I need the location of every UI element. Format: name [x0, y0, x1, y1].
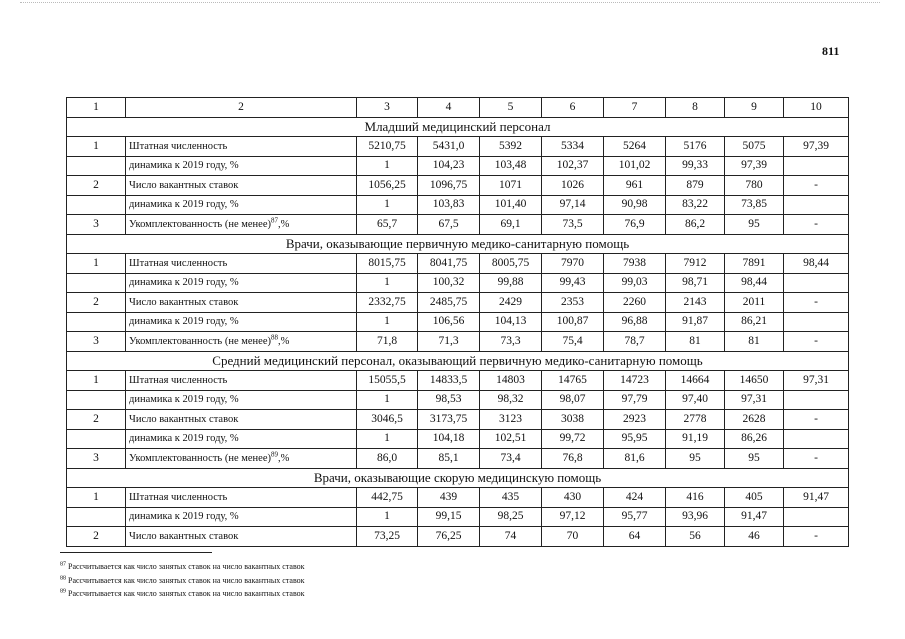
- row-label: Штатная численность: [129, 491, 228, 503]
- value-cell: 73,85: [725, 195, 784, 215]
- value-cell: 98,53: [418, 390, 480, 410]
- table-row: [67, 449, 849, 469]
- row-label-cell: [126, 488, 357, 508]
- value-cell: 86,26: [725, 429, 784, 449]
- row-number-cell: 2: [67, 527, 126, 547]
- row-number-cell: 3: [67, 215, 126, 235]
- value-cell: 70: [542, 527, 604, 547]
- row-number-cell: [67, 429, 126, 449]
- value-cell: 78,7: [604, 332, 666, 352]
- row-label: динамика к 2019 году, %: [129, 199, 239, 211]
- value-cell: 101,02: [604, 156, 666, 176]
- value-cell: 3046,5: [357, 410, 418, 430]
- row-number-cell: [67, 312, 126, 332]
- table-row: [67, 410, 849, 430]
- table-row: [67, 332, 849, 352]
- column-number-cell: 5: [480, 98, 542, 118]
- row-label-cell: [126, 156, 357, 176]
- section-title: Врачи, оказывающие скорую медицинскую помощь: [67, 468, 849, 488]
- row-label-cell: [126, 429, 357, 449]
- table-row: [67, 156, 849, 176]
- value-cell: 1071: [480, 176, 542, 196]
- value-cell: 14723: [604, 371, 666, 391]
- value-cell: 106,56: [418, 312, 480, 332]
- section-title: Врачи, оказывающие первичную медико-санитарную помощь: [67, 234, 849, 254]
- value-cell: 439: [418, 488, 480, 508]
- value-cell: 97,79: [604, 390, 666, 410]
- value-cell: 5334: [542, 137, 604, 157]
- row-label-cell: [126, 176, 357, 196]
- value-cell: 86,2: [666, 215, 725, 235]
- value-cell: 101,40: [480, 195, 542, 215]
- row-label: Штатная численность: [129, 374, 228, 386]
- value-cell: 91,47: [784, 488, 849, 508]
- value-cell: 1: [357, 156, 418, 176]
- table-row: [67, 273, 849, 293]
- value-cell: 99,88: [480, 273, 542, 293]
- value-cell: 98,32: [480, 390, 542, 410]
- row-label-cell: [126, 449, 357, 469]
- value-cell: -: [784, 176, 849, 196]
- value-cell: 90,98: [604, 195, 666, 215]
- value-cell: 97,31: [725, 390, 784, 410]
- row-number-cell: 1: [67, 371, 126, 391]
- section-title: Средний медицинский персонал, оказывающий первичную медико-санитарную помощь: [67, 351, 849, 371]
- value-cell: 103,83: [418, 195, 480, 215]
- value-cell: 97,31: [784, 371, 849, 391]
- table-row: [67, 176, 849, 196]
- footnote: [60, 587, 305, 601]
- value-cell: 3123: [480, 410, 542, 430]
- row-label-cell: [126, 293, 357, 313]
- row-label-cell: [126, 507, 357, 527]
- value-cell: 442,75: [357, 488, 418, 508]
- value-cell: 1026: [542, 176, 604, 196]
- table-row: [67, 488, 849, 508]
- value-cell: 8005,75: [480, 254, 542, 274]
- footnote-mark: 88: [60, 574, 66, 581]
- row-label-cell: [126, 410, 357, 430]
- row-label: Укомплектованность (не менее): [129, 335, 271, 347]
- row-number-cell: [67, 156, 126, 176]
- value-cell: 2628: [725, 410, 784, 430]
- section-title: Младший медицинский персонал: [67, 117, 849, 137]
- row-label: Укомплектованность (не менее): [129, 452, 271, 464]
- value-cell: 104,18: [418, 429, 480, 449]
- value-cell: 67,5: [418, 215, 480, 235]
- value-cell: 2923: [604, 410, 666, 430]
- section-row: [67, 117, 849, 137]
- value-cell: 1: [357, 390, 418, 410]
- row-number-cell: 3: [67, 332, 126, 352]
- footnote-text: Рассчитывается как число занятых ставок на число вакантных ставок: [68, 575, 305, 585]
- row-number-cell: 1: [67, 254, 126, 274]
- row-label: Штатная численность: [129, 257, 228, 269]
- value-cell: 76,9: [604, 215, 666, 235]
- row-label: Число вакантных ставок: [129, 296, 239, 308]
- table-body: [67, 98, 849, 547]
- page-number: 811: [822, 44, 840, 58]
- value-cell: 71,3: [418, 332, 480, 352]
- value-cell: 2143: [666, 293, 725, 313]
- value-cell: 7938: [604, 254, 666, 274]
- value-cell: 430: [542, 488, 604, 508]
- value-cell: 97,14: [542, 195, 604, 215]
- row-label: Укомплектованность (не менее): [129, 218, 271, 230]
- value-cell: 46: [725, 527, 784, 547]
- value-cell: 879: [666, 176, 725, 196]
- value-cell: 2485,75: [418, 293, 480, 313]
- value-cell: 2778: [666, 410, 725, 430]
- value-cell: 14803: [480, 371, 542, 391]
- value-cell: 405: [725, 488, 784, 508]
- value-cell: 95: [725, 215, 784, 235]
- value-cell: 104,23: [418, 156, 480, 176]
- value-cell: 104,13: [480, 312, 542, 332]
- value-cell: 56: [666, 527, 725, 547]
- value-cell: 75,4: [542, 332, 604, 352]
- row-number-cell: [67, 507, 126, 527]
- value-cell: [784, 312, 849, 332]
- value-cell: 97,40: [666, 390, 725, 410]
- value-cell: 98,44: [725, 273, 784, 293]
- value-cell: 416: [666, 488, 725, 508]
- footnote-reference: 88: [271, 333, 278, 342]
- value-cell: 3173,75: [418, 410, 480, 430]
- table-row: [67, 215, 849, 235]
- value-cell: 96,88: [604, 312, 666, 332]
- value-cell: -: [784, 215, 849, 235]
- value-cell: -: [784, 527, 849, 547]
- value-cell: 97,39: [725, 156, 784, 176]
- value-cell: 91,87: [666, 312, 725, 332]
- row-label-cell: [126, 273, 357, 293]
- value-cell: 98,07: [542, 390, 604, 410]
- value-cell: 780: [725, 176, 784, 196]
- scan-artifact-line: [20, 2, 880, 3]
- value-cell: 97,39: [784, 137, 849, 157]
- footnotes: [60, 560, 305, 601]
- column-number-cell: 3: [357, 98, 418, 118]
- value-cell: 97,12: [542, 507, 604, 527]
- footnote-reference: 87: [271, 216, 278, 225]
- value-cell: 100,87: [542, 312, 604, 332]
- row-number-cell: 2: [67, 293, 126, 313]
- value-cell: 81,6: [604, 449, 666, 469]
- value-cell: 5264: [604, 137, 666, 157]
- value-cell: 5392: [480, 137, 542, 157]
- value-cell: 95,95: [604, 429, 666, 449]
- value-cell: 73,4: [480, 449, 542, 469]
- row-label: динамика к 2019 году, %: [129, 511, 239, 523]
- value-cell: 1: [357, 273, 418, 293]
- column-number-cell: 6: [542, 98, 604, 118]
- row-label: динамика к 2019 году, %: [129, 316, 239, 328]
- value-cell: 2429: [480, 293, 542, 313]
- value-cell: 99,33: [666, 156, 725, 176]
- table-row: [67, 507, 849, 527]
- value-cell: 102,51: [480, 429, 542, 449]
- row-label: динамика к 2019 году, %: [129, 433, 239, 445]
- column-number-cell: 7: [604, 98, 666, 118]
- row-label-cell: [126, 215, 357, 235]
- row-number-cell: [67, 273, 126, 293]
- value-cell: 1: [357, 195, 418, 215]
- table-row: [67, 527, 849, 547]
- value-cell: [784, 390, 849, 410]
- value-cell: 3038: [542, 410, 604, 430]
- row-label: Число вакантных ставок: [129, 179, 239, 191]
- column-number-cell: 10: [784, 98, 849, 118]
- label-unit-suffix: ,%: [278, 218, 290, 230]
- value-cell: 85,1: [418, 449, 480, 469]
- value-cell: 14664: [666, 371, 725, 391]
- value-cell: 14833,5: [418, 371, 480, 391]
- footnote-mark: 89: [60, 588, 66, 595]
- row-label: динамика к 2019 году, %: [129, 394, 239, 406]
- value-cell: 15055,5: [357, 371, 418, 391]
- value-cell: 81: [725, 332, 784, 352]
- row-label-cell: [126, 254, 357, 274]
- column-number-cell: 8: [666, 98, 725, 118]
- value-cell: 1: [357, 429, 418, 449]
- value-cell: [784, 195, 849, 215]
- table-row: [67, 195, 849, 215]
- value-cell: 98,44: [784, 254, 849, 274]
- value-cell: 99,03: [604, 273, 666, 293]
- value-cell: 961: [604, 176, 666, 196]
- value-cell: 1: [357, 312, 418, 332]
- value-cell: 98,25: [480, 507, 542, 527]
- table-row: [67, 390, 849, 410]
- value-cell: -: [784, 332, 849, 352]
- table-row: [67, 429, 849, 449]
- value-cell: 102,37: [542, 156, 604, 176]
- footnote: [60, 574, 305, 588]
- value-cell: 71,8: [357, 332, 418, 352]
- table-row: [67, 312, 849, 332]
- row-number-cell: [67, 390, 126, 410]
- value-cell: 76,8: [542, 449, 604, 469]
- label-unit-suffix: ,%: [278, 452, 290, 464]
- value-cell: 1056,25: [357, 176, 418, 196]
- value-cell: 7970: [542, 254, 604, 274]
- row-number-cell: [67, 195, 126, 215]
- value-cell: 86,0: [357, 449, 418, 469]
- value-cell: 95,77: [604, 507, 666, 527]
- value-cell: 95: [725, 449, 784, 469]
- section-row: [67, 351, 849, 371]
- value-cell: -: [784, 293, 849, 313]
- value-cell: 435: [480, 488, 542, 508]
- value-cell: 91,47: [725, 507, 784, 527]
- label-unit-suffix: ,%: [278, 335, 290, 347]
- value-cell: 14650: [725, 371, 784, 391]
- value-cell: [784, 429, 849, 449]
- row-label: динамика к 2019 году, %: [129, 160, 239, 172]
- table-row: [67, 293, 849, 313]
- value-cell: -: [784, 410, 849, 430]
- row-label: Число вакантных ставок: [129, 530, 239, 542]
- row-number-cell: 2: [67, 410, 126, 430]
- value-cell: 5431,0: [418, 137, 480, 157]
- staffing-table: [66, 97, 849, 547]
- value-cell: 5176: [666, 137, 725, 157]
- value-cell: 73,5: [542, 215, 604, 235]
- column-number-cell: 9: [725, 98, 784, 118]
- value-cell: 74: [480, 527, 542, 547]
- value-cell: 424: [604, 488, 666, 508]
- header-row: [67, 98, 849, 118]
- value-cell: 86,21: [725, 312, 784, 332]
- row-number-cell: 1: [67, 488, 126, 508]
- column-number-cell: 1: [67, 98, 126, 118]
- value-cell: 91,19: [666, 429, 725, 449]
- row-number-cell: 1: [67, 137, 126, 157]
- value-cell: 2260: [604, 293, 666, 313]
- table-row: [67, 371, 849, 391]
- row-label: динамика к 2019 году, %: [129, 277, 239, 289]
- value-cell: 103,48: [480, 156, 542, 176]
- value-cell: 2353: [542, 293, 604, 313]
- value-cell: 1: [357, 507, 418, 527]
- value-cell: 99,72: [542, 429, 604, 449]
- value-cell: 14765: [542, 371, 604, 391]
- value-cell: 2011: [725, 293, 784, 313]
- value-cell: 99,15: [418, 507, 480, 527]
- footnote-reference: 89: [271, 450, 278, 459]
- value-cell: 1096,75: [418, 176, 480, 196]
- row-label-cell: [126, 371, 357, 391]
- value-cell: 100,32: [418, 273, 480, 293]
- value-cell: 73,3: [480, 332, 542, 352]
- column-number-cell: 4: [418, 98, 480, 118]
- footnote-separator: [60, 552, 212, 553]
- value-cell: 69,1: [480, 215, 542, 235]
- row-label-cell: [126, 137, 357, 157]
- row-label-cell: [126, 527, 357, 547]
- row-label-cell: [126, 195, 357, 215]
- value-cell: 93,96: [666, 507, 725, 527]
- row-label: Штатная численность: [129, 140, 228, 152]
- footnote-text: Рассчитывается как число занятых ставок на число вакантных ставок: [68, 562, 305, 571]
- value-cell: 65,7: [357, 215, 418, 235]
- table-row: [67, 254, 849, 274]
- table-row: [67, 137, 849, 157]
- row-label: Число вакантных ставок: [129, 413, 239, 425]
- section-row: [67, 468, 849, 488]
- row-label-cell: [126, 390, 357, 410]
- column-number-cell: 2: [126, 98, 357, 118]
- value-cell: 5210,75: [357, 137, 418, 157]
- value-cell: -: [784, 449, 849, 469]
- footnote-text: Рассчитывается как число занятых ставок на число вакантных ставок: [68, 589, 305, 598]
- value-cell: 7912: [666, 254, 725, 274]
- value-cell: [784, 156, 849, 176]
- value-cell: 8015,75: [357, 254, 418, 274]
- row-label-cell: [126, 332, 357, 352]
- row-number-cell: 3: [67, 449, 126, 469]
- value-cell: 99,43: [542, 273, 604, 293]
- row-number-cell: 2: [67, 176, 126, 196]
- value-cell: 83,22: [666, 195, 725, 215]
- value-cell: 64: [604, 527, 666, 547]
- value-cell: 7891: [725, 254, 784, 274]
- section-row: [67, 234, 849, 254]
- footnote: [60, 560, 305, 574]
- value-cell: 73,25: [357, 527, 418, 547]
- footnote-mark: 87: [60, 561, 66, 568]
- value-cell: 95: [666, 449, 725, 469]
- value-cell: 8041,75: [418, 254, 480, 274]
- value-cell: 76,25: [418, 527, 480, 547]
- row-label-cell: [126, 312, 357, 332]
- value-cell: 98,71: [666, 273, 725, 293]
- value-cell: [784, 507, 849, 527]
- value-cell: 81: [666, 332, 725, 352]
- value-cell: 2332,75: [357, 293, 418, 313]
- value-cell: [784, 273, 849, 293]
- value-cell: 5075: [725, 137, 784, 157]
